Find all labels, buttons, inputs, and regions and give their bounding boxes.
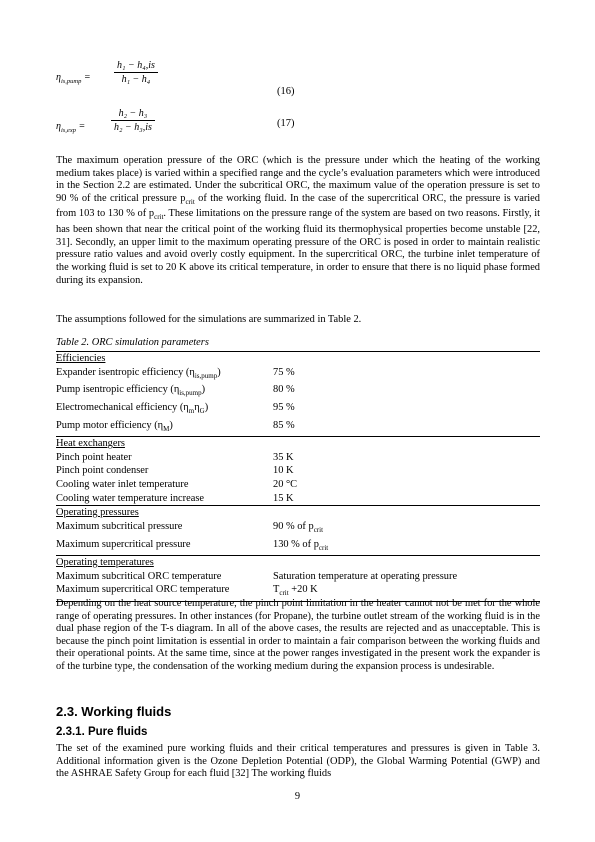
equation-16-fraction — [114, 60, 158, 85]
table-section-heat-exchangers: Heat exchangers — [56, 437, 540, 451]
equation-17-number: (17) — [277, 118, 295, 129]
table-row: Cooling water inlet temperature 20 °C — [56, 479, 298, 491]
table-section-operating-temperatures: Operating temperatures — [56, 556, 540, 570]
table-section-efficiencies: Efficiencies — [56, 352, 540, 366]
paragraph-max-pressure: The maximum operation pressure of the ORC (which is the pressure under which the heating of the working medium takes place) is varied within a specified range and the cycle’s evaluation parameters which were introduced in the Section 2.2 are estimated. Under the subcritical ORC, the maximum value of the operation pressure is set to 90 % of the critical pressure $p_{crit}$ of the working fluid. In the case of the supercritical ORC, the pressure is varied from 103 to 130 % of $p_{crit}$. These limitations on the pressure range of the system are based on two reasons. Firstly, it has been shown that near the critical point of the working fluid its thermophysical properties become unstable [22, 31]. Secondly, an upper limit to the maximum operating pressure of the ORC is posed in order to maintain realistic pressure ratio values and avoid overly costly equipment. In the supercritical ORC, the turbine inlet temperature of the working fluid is set to 20 K above its critical temperature, in order to ensure that there is no liquid phase formed during its expansion. — [56, 155, 541, 286]
table-row: Cooling water temperature increase 15 K — [56, 492, 294, 504]
equation-17 — [56, 108, 540, 148]
table-row: Electromechanical efficiency $(\eta_m\eta_G)$ 95 % — [56, 401, 295, 416]
paragraph-pure-fluids: The set of the examined pure working fluids and their critical temperatures and pressures is given in Table 3. Additional information given is the Ozone Depletion Potential (ODP), the Global Warming Potential (GWP) and the ASHRAE Safety Group for each fluid [32] The working fluids — [56, 743, 540, 780]
table-row: Maximum supercritical pressure 130 % of $p_{crit}$ — [56, 538, 329, 552]
table-row: Maximum supercritical ORC temperature $T_{crit} +20$ K — [56, 583, 540, 601]
subsection-heading-pure-fluids: 2.3.1. Pure fluids — [56, 726, 148, 738]
paragraph-pinch-point: Depending on the heat source temperature, the pinch point limitation in the heater cannot not be met for the whole range of operating pressures. In other instances (for Propane), the turbine outlet stream of the working fluid is in the dual phase region of the T-s diagram. In all of the above cases, the results are rejected and as unacceptable. This is because the pinch point limitation is essential in order to maintain a fair comparison between the working fluids and their operational points. At the same time, since at the power ranges investigated in the present work the expander is of the turbine type, the condensation of the working medium during the expansion process is undesirable. — [56, 598, 540, 672]
table-section-operating-pressures: Operating pressures — [56, 506, 540, 520]
table-row: Pump motor efficiency $(\eta_M)$ 85 % — [56, 419, 295, 433]
equation-16 — [56, 60, 540, 100]
equation-16-lhs: $\eta_{is,pump}$ = — [56, 72, 91, 85]
paragraph-assumptions: The assumptions followed for the simulations are summarized in Table 2. — [56, 314, 362, 325]
page-number: 9 — [294, 791, 301, 802]
equation-17-lhs: $\eta_{is,exp}$ = — [56, 121, 86, 134]
table-caption: Table 2. ORC simulation parameters — [56, 337, 209, 348]
section-heading-working-fluids: 2.3. Working fluids — [56, 704, 172, 719]
equation-16-numerator: h₁ − h₄,is — [117, 60, 155, 71]
equation-17-numerator: h₂ − h₃ — [118, 108, 148, 119]
equation-17-denominator: h₂ − h₃,is — [114, 122, 152, 133]
table-row: Pump isentropic efficiency $(\eta_{is,pump})$ 80 % — [56, 384, 295, 398]
table-row: Maximum subcritical pressure 90 % of $p_{crit}$ — [56, 520, 324, 534]
equation-16-number: (16) — [277, 86, 295, 97]
table-row: Maximum subcritical ORC temperature Saturation temperature at operating pressure — [56, 570, 458, 582]
table-row: Expander isentropic efficiency $(\eta_{is,pump})$ 75 % — [56, 366, 295, 380]
equation-16-denominator: h₁ − h₄ — [121, 74, 151, 85]
equation-17-fraction — [111, 108, 155, 133]
table-row: Pinch point condenser 10 K — [56, 465, 294, 477]
orc-parameters-table — [56, 351, 540, 602]
table-row: Pinch point heater 35 K — [56, 451, 294, 463]
